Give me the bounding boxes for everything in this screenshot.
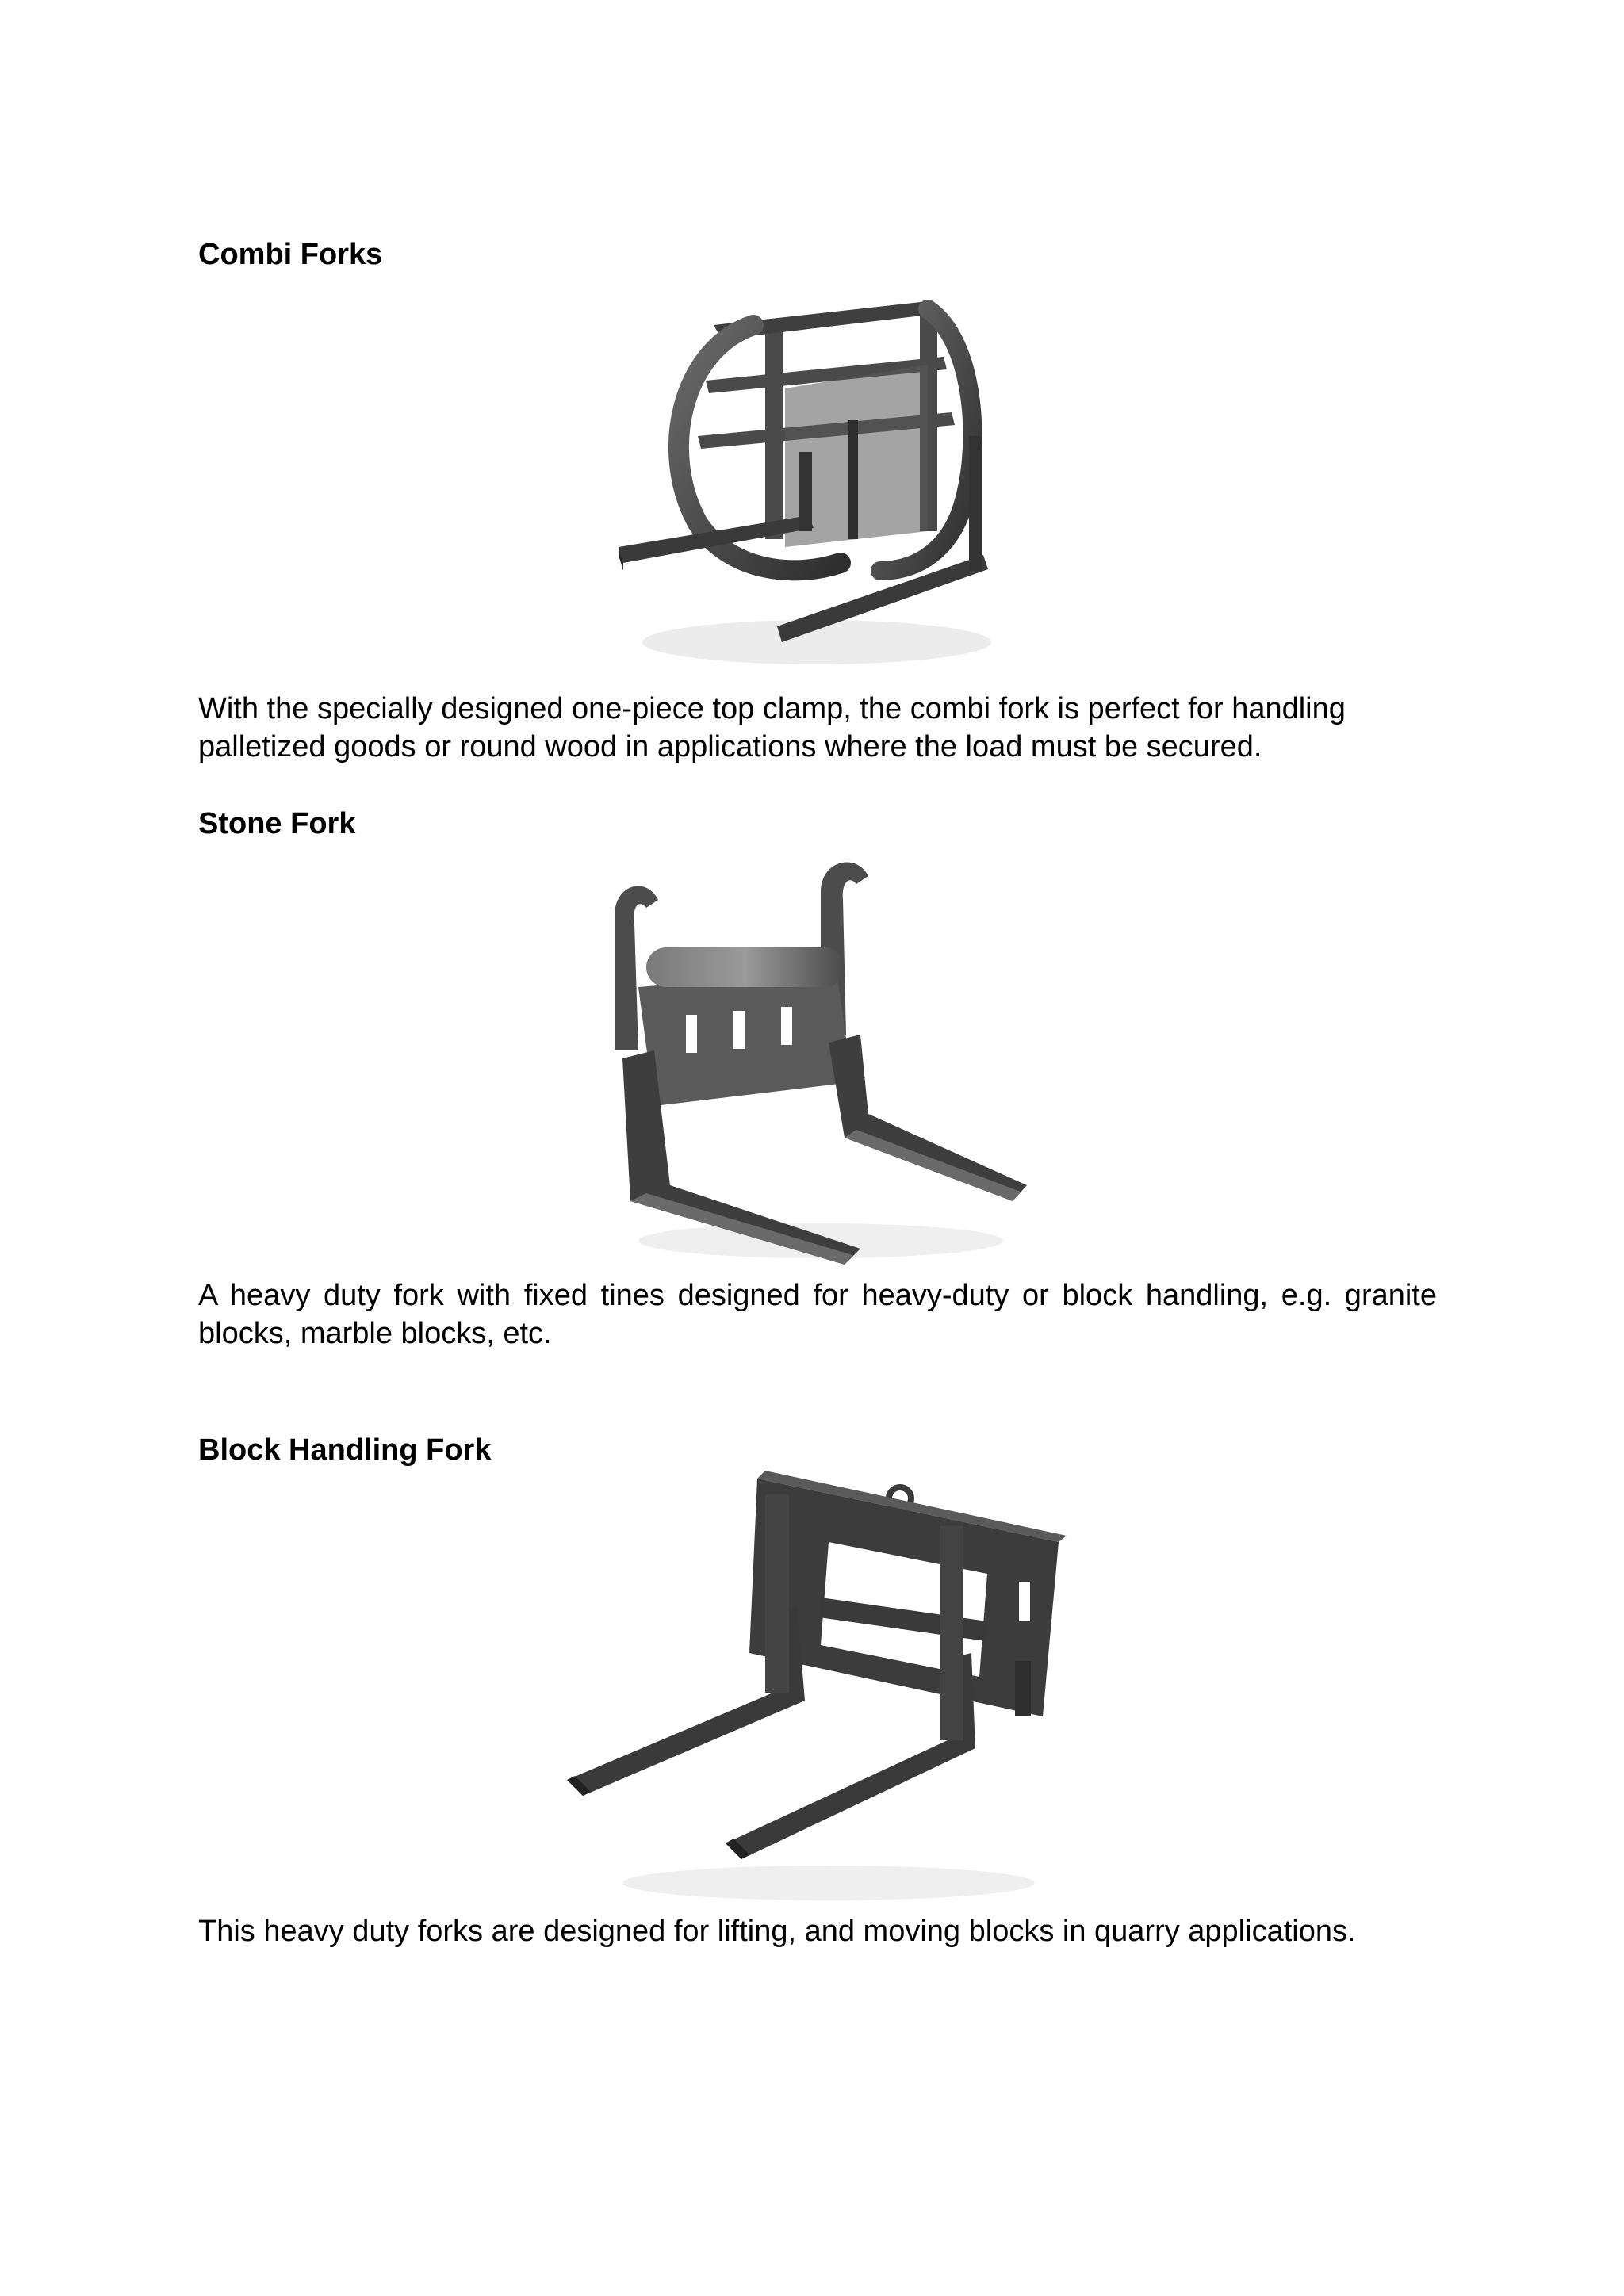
section-title-combi-forks: Combi Forks — [198, 238, 383, 271]
combi-forks-description: With the specially designed one-piece top clamp, the combi fork is perfect for handling palletized goods or round wood in applications where the load must be secured. — [198, 692, 1346, 763]
section-title-block-handling-fork: Block Handling Fork — [198, 1433, 492, 1467]
combi-fork-illustration-icon — [611, 293, 1023, 674]
block-handling-fork-illustration-icon — [567, 1463, 1067, 1907]
stone-fork-illustration-icon — [599, 852, 1027, 1265]
block-handling-fork-description: This heavy duty forks are designed for lifting, and moving blocks in quarry applications. — [198, 1915, 1356, 1948]
stone-fork-description: A heavy duty fork with fixed tines designed for heavy-duty or block handling, e.g. granite blocks, marble blocks, etc. — [198, 1279, 1437, 1350]
section-title-stone-fork: Stone Fork — [198, 807, 356, 840]
